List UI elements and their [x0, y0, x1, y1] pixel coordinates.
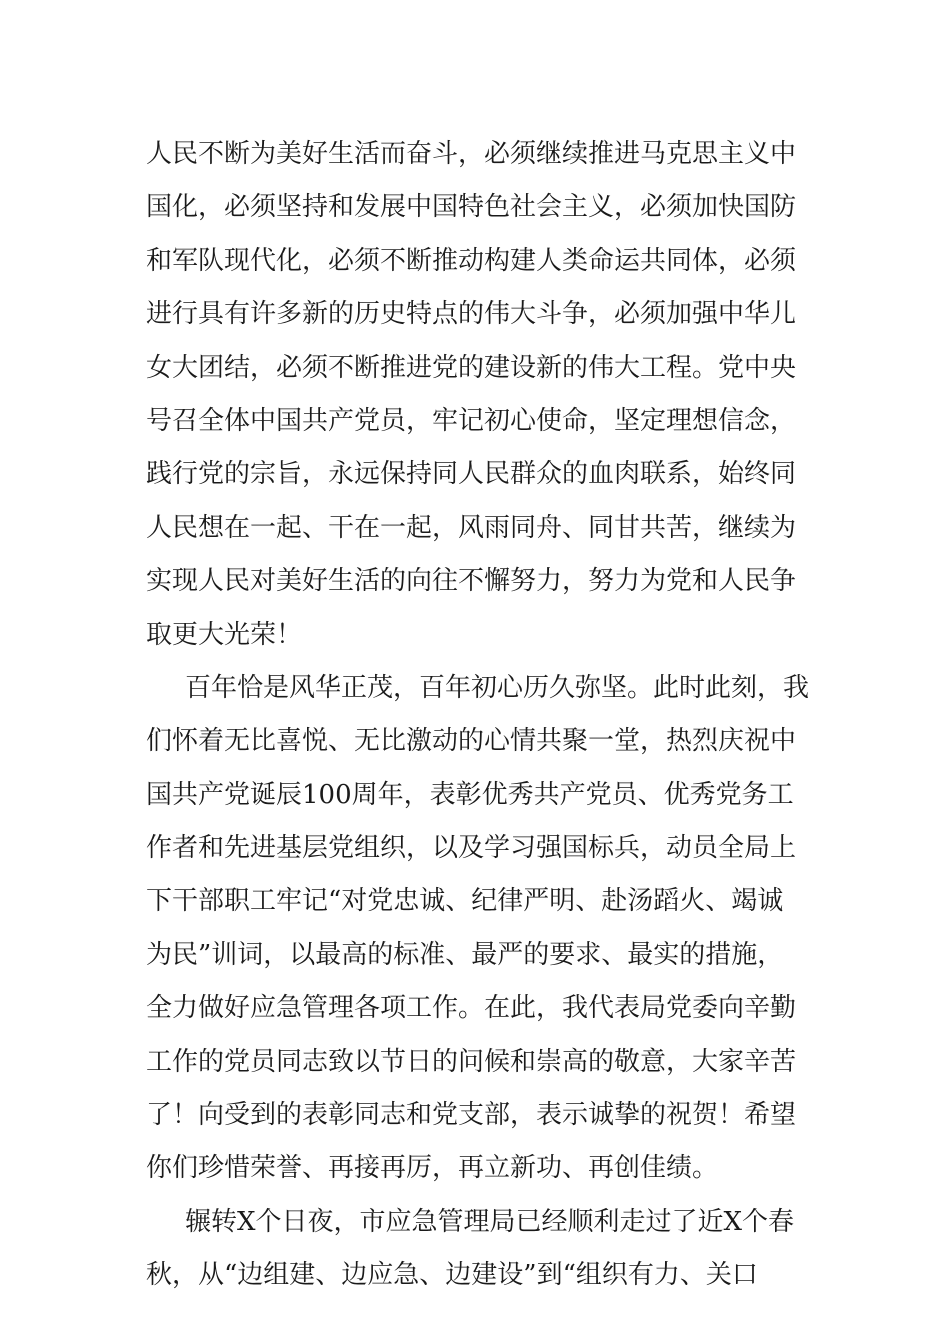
text-line: 为民”训词，以最高的标准、最严的要求、最实的措施，: [146, 939, 784, 970]
paragraph-first-line: 百年恰是风华正茂，百年初心历久弥坚。此时此刻，我: [185, 672, 810, 703]
text-line: 了！向受到的表彰同志和党支部，表示诚挚的祝贺！希望: [146, 1100, 797, 1131]
text-line: 人民想在一起、干在一起，风雨同舟、同甘共苦，继续为: [146, 512, 797, 543]
text-line: 全力做好应急管理各项工作。在此，我代表局党委向辛勤: [146, 993, 797, 1024]
text-line: 进行具有许多新的历史特点的伟大斗争，必须加强中华儿: [146, 299, 797, 330]
paragraph-first-line: 辗转X个日夜，市应急管理局已经顺利走过了近X个春: [185, 1206, 795, 1237]
text-line: 号召全体中国共产党员，牢记初心使命，坚定理想信念，: [146, 405, 797, 436]
text-line: 下干部职工牢记“对党忠诚、纪律严明、赴汤蹈火、竭诚: [146, 886, 784, 917]
text-line: 实现人民对美好生活的向往不懈努力，努力为党和人民争: [146, 566, 797, 597]
text-line: 女大团结，必须不断推进党的建设新的伟大工程。党中央: [146, 352, 797, 383]
text-line: 国化，必须坚持和发展中国特色社会主义，必须加快国防: [146, 192, 797, 223]
text-line: 工作的党员同志致以节日的问候和崇高的敬意，大家辛苦: [146, 1046, 797, 1077]
text-line: 践行党的宗旨，永远保持同人民群众的血肉联系，始终同: [146, 459, 797, 490]
text-line: 们怀着无比喜悦、无比激动的心情共聚一堂，热烈庆祝中: [146, 726, 797, 757]
text-line: 取更大光荣！: [146, 619, 303, 650]
text-line: 你们珍惜荣誉、再接再厉，再立新功、再创佳绩。: [146, 1153, 719, 1184]
text-line: 人民不断为美好生活而奋斗，必须继续推进马克思主义中: [146, 139, 797, 169]
text-line: 作者和先进基层党组织，以及学习强国标兵，动员全局上: [146, 833, 797, 864]
body-text: [146, 128, 816, 1303]
text-line: 国共产党诞辰100周年，表彰优秀共产党员、优秀党务工: [146, 779, 794, 810]
text-line: 秋，从“边组建、边应急、边建设”到“组织有力、关口: [146, 1260, 758, 1291]
text-line: 和军队现代化，必须不断推动构建人类命运共同体，必须: [146, 245, 797, 276]
